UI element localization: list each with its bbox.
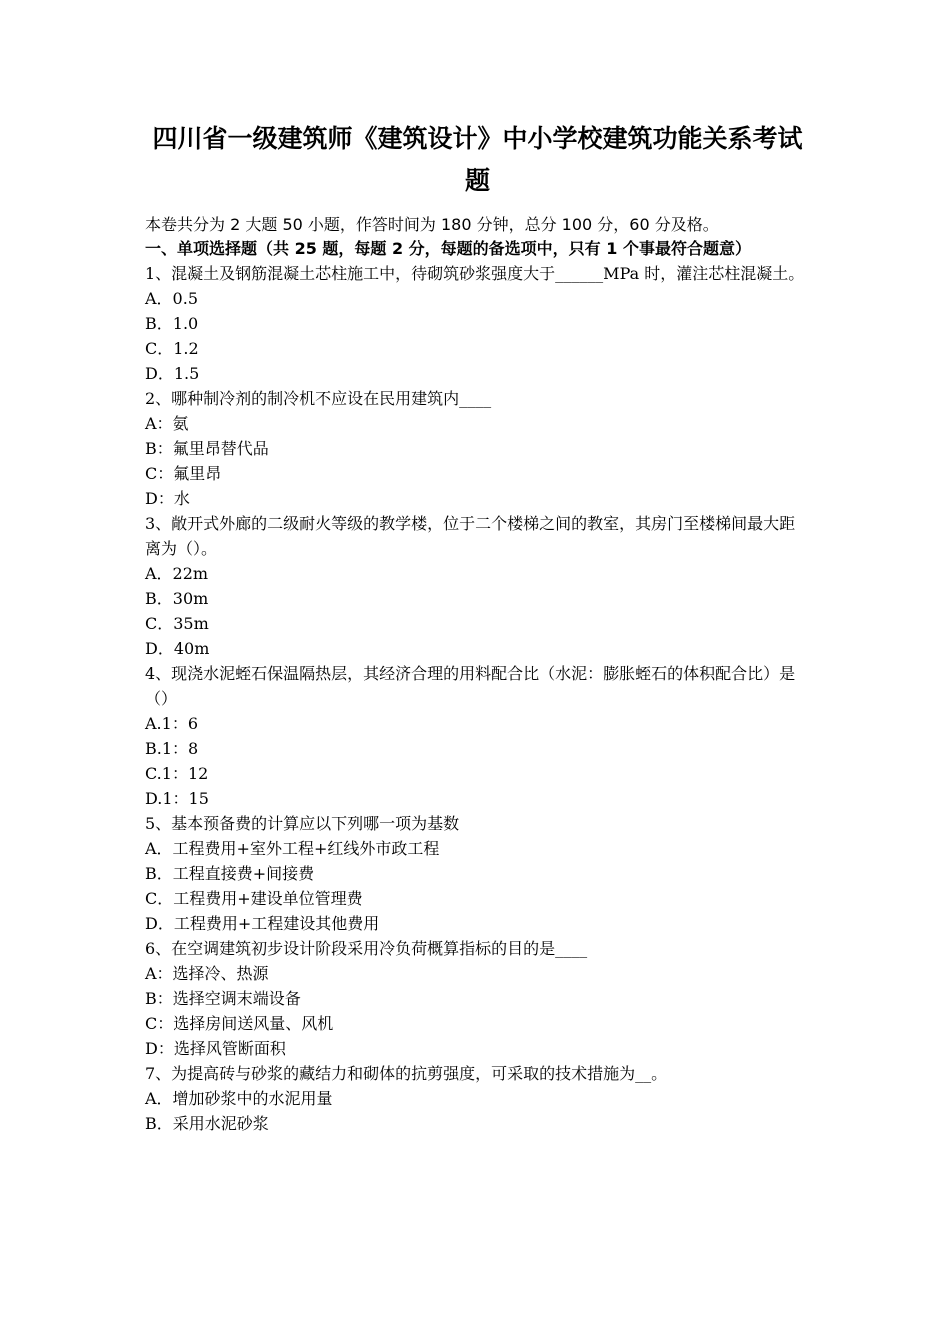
question-text: 5、基本预备费的计算应以下列哪一项为基数 <box>145 814 460 833</box>
question-6 <box>145 936 810 1061</box>
question-1 <box>145 261 810 386</box>
answer-option: C.1：12 <box>145 764 209 783</box>
answer-option: C．工程费用+建设单位管理费 <box>145 889 363 908</box>
question-text: 6、在空调建筑初步设计阶段采用冷负荷概算指标的目的是____ <box>145 939 588 958</box>
answer-option: D．1.5 <box>145 364 200 383</box>
answer-option: D：选择风管断面积 <box>145 1039 286 1058</box>
question-3 <box>145 511 810 661</box>
answer-option: A：选择冷、热源 <box>145 964 269 983</box>
answer-option: B.1：8 <box>145 739 199 758</box>
exam-page <box>145 118 810 1136</box>
answer-option: A．工程费用+室外工程+红线外市政工程 <box>145 839 440 858</box>
answer-option: D：水 <box>145 489 190 508</box>
answer-option: A：氨 <box>145 414 189 433</box>
answer-option: A．增加砂浆中的水泥用量 <box>145 1089 333 1108</box>
question-list <box>145 261 810 1136</box>
question-text: 3、敞开式外廊的二级耐火等级的教学楼，位于二个楼梯之间的教室，其房门至楼梯间最大距离为（）。 <box>145 514 796 558</box>
page-title: 四川省一级建筑师《建筑设计》中小学校建筑功能关系考试题 <box>152 124 803 195</box>
answer-option: B．工程直接费+间接费 <box>145 864 315 883</box>
answer-option: C．1.2 <box>145 339 199 358</box>
question-2 <box>145 386 810 511</box>
answer-option: B．采用水泥砂浆 <box>145 1114 269 1133</box>
answer-option: D．40m <box>145 639 210 658</box>
question-5 <box>145 811 810 936</box>
answer-option: B：选择空调末端设备 <box>145 989 301 1008</box>
answer-option: A.1：6 <box>145 714 199 733</box>
question-text: 1、混凝土及钢筋混凝土芯柱施工中，待砌筑砂浆强度大于______MPa 时，灌注芯柱混凝土。 <box>145 264 805 283</box>
answer-option: C．35m <box>145 614 209 633</box>
question-text: 7、为提高砖与砂浆的藏结力和砌体的抗剪强度，可采取的技术措施为__。 <box>145 1064 668 1083</box>
question-text: 4、现浇水泥蛭石保温隔热层，其经济合理的用料配合比（水泥：膨胀蛭石的体积配合比）是（） <box>145 664 796 708</box>
answer-option: D．工程费用+工程建设其他费用 <box>145 914 380 933</box>
answer-option: C：选择房间送风量、风机 <box>145 1014 334 1033</box>
question-7 <box>145 1061 810 1136</box>
answer-option: B．30m <box>145 589 209 608</box>
answer-option: D.1：15 <box>145 789 209 808</box>
exam-intro: 本卷共分为 2 大题 50 小题，作答时间为 180 分钟，总分 100 分，60 分及格。 <box>145 215 719 234</box>
question-text: 2、哪种制冷剂的制冷机不应设在民用建筑内____ <box>145 389 492 408</box>
answer-option: C：氟里昂 <box>145 464 222 483</box>
answer-option: A．0.5 <box>145 289 199 308</box>
section-heading: 一、单项选择题（共 25 题，每题 2 分，每题的备选项中，只有 1 个事最符合题意） <box>145 239 751 258</box>
answer-option: B．1.0 <box>145 314 199 333</box>
answer-option: B：氟里昂替代品 <box>145 439 269 458</box>
answer-option: A．22m <box>145 564 209 583</box>
question-4 <box>145 661 810 811</box>
